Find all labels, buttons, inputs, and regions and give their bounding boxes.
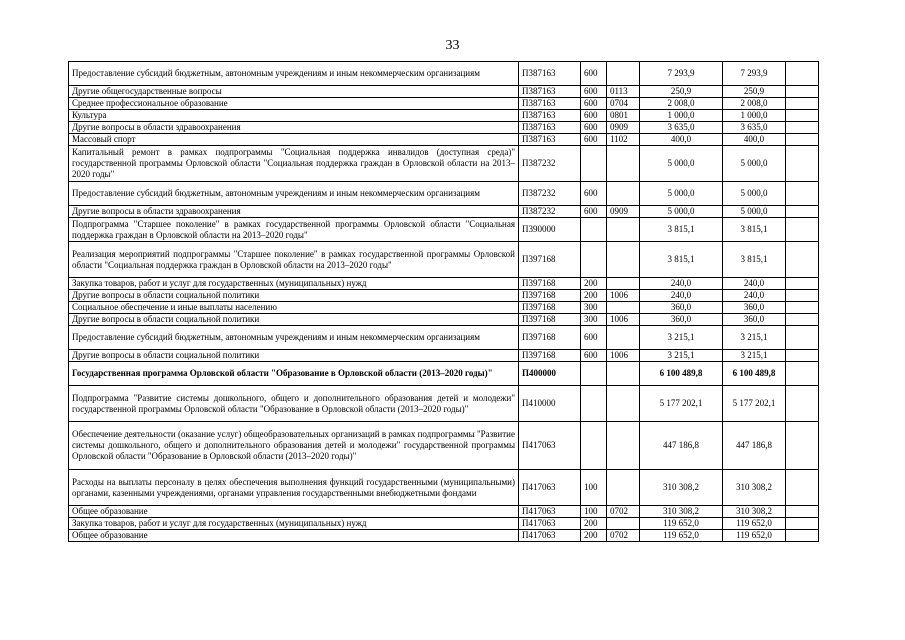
row-empty-cell	[786, 470, 819, 506]
row-type: 100	[581, 506, 607, 518]
row-empty-cell	[786, 146, 819, 182]
row-value-1: 3 215,1	[640, 326, 723, 350]
row-value-1: 7 293,9	[640, 62, 723, 86]
table-row	[69, 314, 819, 326]
budget-table	[68, 61, 819, 542]
table-row	[69, 206, 819, 218]
row-code: П387163	[519, 110, 581, 122]
row-code: П417063	[519, 470, 581, 506]
row-code: П387163	[519, 122, 581, 134]
row-value-2: 119 652,0	[723, 530, 786, 542]
row-value-2: 310 308,2	[723, 506, 786, 518]
row-value-1: 310 308,2	[640, 506, 723, 518]
table-row	[69, 110, 819, 122]
row-value-2: 240,0	[723, 278, 786, 290]
row-value-1: 6 100 489,8	[640, 362, 723, 386]
row-code: П417063	[519, 518, 581, 530]
row-empty-cell	[786, 134, 819, 146]
row-name: Реализация мероприятий подпрограммы "Старшее поколение" в рамках государственной программы Орловской области "Социальная поддержка граждан в Орловской области на 2013–2020 годы"	[69, 242, 519, 278]
row-value-1: 5 000,0	[640, 146, 723, 182]
row-section	[607, 422, 640, 470]
row-empty-cell	[786, 278, 819, 290]
row-section	[607, 62, 640, 86]
row-code: П397168	[519, 302, 581, 314]
row-code: П397168	[519, 326, 581, 350]
row-name: Общее образование	[69, 506, 519, 518]
row-type	[581, 218, 607, 242]
row-type	[581, 242, 607, 278]
row-value-2: 310 308,2	[723, 470, 786, 506]
row-value-1: 240,0	[640, 278, 723, 290]
table-row	[69, 386, 819, 422]
row-code: П400000	[519, 362, 581, 386]
row-value-1: 3 635,0	[640, 122, 723, 134]
row-value-1: 3 815,1	[640, 242, 723, 278]
table-body	[69, 62, 819, 542]
row-type: 600	[581, 134, 607, 146]
row-code: П387163	[519, 98, 581, 110]
row-value-2: 360,0	[723, 314, 786, 326]
row-value-2: 5 000,0	[723, 146, 786, 182]
row-name: Социальное обеспечение и иные выплаты населению	[69, 302, 519, 314]
row-section: 1102	[607, 134, 640, 146]
row-type: 600	[581, 350, 607, 362]
page-number: 33	[445, 38, 460, 53]
row-type: 600	[581, 182, 607, 206]
row-value-1: 3 215,1	[640, 350, 723, 362]
row-name: Закупка товаров, работ и услуг для государственных (муниципальных) нужд	[69, 278, 519, 290]
table-row	[69, 134, 819, 146]
row-empty-cell	[786, 218, 819, 242]
row-name: Закупка товаров, работ и услуг для государственных (муниципальных) нужд	[69, 518, 519, 530]
table-row	[69, 350, 819, 362]
row-value-1: 400,0	[640, 134, 723, 146]
row-value-2: 400,0	[723, 134, 786, 146]
row-empty-cell	[786, 314, 819, 326]
row-type: 600	[581, 122, 607, 134]
row-empty-cell	[786, 242, 819, 278]
row-value-2: 119 652,0	[723, 518, 786, 530]
row-value-2: 3 215,1	[723, 350, 786, 362]
row-value-1: 1 000,0	[640, 110, 723, 122]
row-section: 1006	[607, 350, 640, 362]
row-empty-cell	[786, 506, 819, 518]
row-value-1: 240,0	[640, 290, 723, 302]
row-name: Расходы на выплаты персоналу в целях обеспечения выполнения функций государственными (муниципальными) органами, казенными учреждениями, органами управления государственными внебюджетными фондами	[69, 470, 519, 506]
row-name: Предоставление субсидий бюджетным, автономным учреждениям и иным некоммерческим организациям	[69, 326, 519, 350]
row-section	[607, 278, 640, 290]
table-row	[69, 182, 819, 206]
row-empty-cell	[786, 110, 819, 122]
table-row	[69, 326, 819, 350]
row-value-1: 310 308,2	[640, 470, 723, 506]
row-name: Другие вопросы в области социальной политики	[69, 290, 519, 302]
row-value-2: 5 177 202,1	[723, 386, 786, 422]
row-empty-cell	[786, 98, 819, 110]
row-name: Массовый спорт	[69, 134, 519, 146]
row-section	[607, 386, 640, 422]
row-section: 0702	[607, 506, 640, 518]
row-value-2: 3 815,1	[723, 218, 786, 242]
table-row	[69, 422, 819, 470]
row-name: Другие вопросы в области социальной политики	[69, 350, 519, 362]
row-code: П387163	[519, 62, 581, 86]
row-section	[607, 518, 640, 530]
row-code: П417063	[519, 506, 581, 518]
row-value-1: 119 652,0	[640, 530, 723, 542]
row-code: П387232	[519, 182, 581, 206]
row-value-2: 3 635,0	[723, 122, 786, 134]
table-row	[69, 518, 819, 530]
row-name: Другие общегосударственные вопросы	[69, 86, 519, 98]
row-name: Государственная программа Орловской области "Образование в Орловской области (2013–2020 годы)"	[69, 362, 519, 386]
row-empty-cell	[786, 362, 819, 386]
row-name: Другие вопросы в области социальной политики	[69, 314, 519, 326]
table-row	[69, 362, 819, 386]
row-value-2: 360,0	[723, 302, 786, 314]
row-type: 600	[581, 62, 607, 86]
row-section: 0702	[607, 530, 640, 542]
row-section	[607, 362, 640, 386]
row-value-1: 360,0	[640, 314, 723, 326]
row-name: Подпрограмма "Развитие системы дошкольного, общего и дополнительного образования детей и молодежи" государственной программы Орловской области "Образование в Орловской области (2013–2020 годы)"	[69, 386, 519, 422]
row-code: П417063	[519, 422, 581, 470]
row-section	[607, 470, 640, 506]
row-empty-cell	[786, 530, 819, 542]
row-type: 600	[581, 86, 607, 98]
row-name: Капитальный ремонт в рамках подпрограммы "Социальная поддержка инвалидов (доступная среда)" государственной программы Орловской области "Социальная поддержка граждан в Орловской области на 2013–2020 годы"	[69, 146, 519, 182]
row-value-1: 447 186,8	[640, 422, 723, 470]
row-type	[581, 422, 607, 470]
row-value-1: 250,9	[640, 86, 723, 98]
row-section: 0801	[607, 110, 640, 122]
row-code: П387232	[519, 146, 581, 182]
row-type: 600	[581, 110, 607, 122]
row-type: 600	[581, 206, 607, 218]
row-empty-cell	[786, 182, 819, 206]
row-code: П387232	[519, 206, 581, 218]
row-type: 300	[581, 302, 607, 314]
row-type: 600	[581, 98, 607, 110]
row-code: П387163	[519, 134, 581, 146]
row-type: 200	[581, 278, 607, 290]
row-empty-cell	[786, 518, 819, 530]
row-name: Подпрограмма "Старшее поколение" в рамках государственной программы Орловской области "Социальная поддержка граждан в Орловской области на 2013–2020 годы"	[69, 218, 519, 242]
row-value-1: 119 652,0	[640, 518, 723, 530]
row-empty-cell	[786, 122, 819, 134]
table-row	[69, 146, 819, 182]
row-value-2: 2 008,0	[723, 98, 786, 110]
row-type: 200	[581, 530, 607, 542]
row-code: П390000	[519, 218, 581, 242]
row-type	[581, 146, 607, 182]
row-type: 200	[581, 290, 607, 302]
row-value-2: 3 815,1	[723, 242, 786, 278]
row-value-1: 5 177 202,1	[640, 386, 723, 422]
table-row	[69, 530, 819, 542]
row-empty-cell	[786, 206, 819, 218]
row-code: П417063	[519, 530, 581, 542]
row-value-2: 240,0	[723, 290, 786, 302]
table-row	[69, 302, 819, 314]
table-row	[69, 98, 819, 110]
row-value-1: 2 008,0	[640, 98, 723, 110]
table-row	[69, 122, 819, 134]
table-row	[69, 242, 819, 278]
row-empty-cell	[786, 290, 819, 302]
row-code: П397168	[519, 314, 581, 326]
row-type: 600	[581, 326, 607, 350]
row-value-2: 1 000,0	[723, 110, 786, 122]
row-section: 0909	[607, 122, 640, 134]
row-name: Общее образование	[69, 530, 519, 542]
row-section	[607, 302, 640, 314]
row-type: 100	[581, 470, 607, 506]
table-row	[69, 470, 819, 506]
row-name: Культура	[69, 110, 519, 122]
row-type	[581, 362, 607, 386]
row-empty-cell	[786, 386, 819, 422]
row-empty-cell	[786, 350, 819, 362]
row-value-2: 5 000,0	[723, 206, 786, 218]
row-section: 0704	[607, 98, 640, 110]
row-value-1: 5 000,0	[640, 206, 723, 218]
row-empty-cell	[786, 86, 819, 98]
row-section	[607, 146, 640, 182]
row-value-2: 250,9	[723, 86, 786, 98]
row-section: 0909	[607, 206, 640, 218]
row-empty-cell	[786, 326, 819, 350]
table-row	[69, 62, 819, 86]
row-section	[607, 326, 640, 350]
row-name: Обеспечение деятельности (оказание услуг) общеобразовательных организаций в рамках подпрограммы "Развитие системы дошкольного, общего и дополнительного образования детей и молодежи" государственной программы Орловской области "Образование в Орловской области (2013–2020 годы)"	[69, 422, 519, 470]
table-row	[69, 86, 819, 98]
row-empty-cell	[786, 62, 819, 86]
row-section	[607, 242, 640, 278]
row-type: 200	[581, 518, 607, 530]
row-type	[581, 386, 607, 422]
row-value-2: 6 100 489,8	[723, 362, 786, 386]
row-value-2: 5 000,0	[723, 182, 786, 206]
table-row	[69, 506, 819, 518]
row-code: П387163	[519, 86, 581, 98]
row-value-1: 360,0	[640, 302, 723, 314]
row-name: Предоставление субсидий бюджетным, автономным учреждениям и иным некоммерческим организациям	[69, 62, 519, 86]
row-section	[607, 218, 640, 242]
row-name: Среднее профессиональное образование	[69, 98, 519, 110]
row-empty-cell	[786, 302, 819, 314]
table-row	[69, 218, 819, 242]
row-code: П397168	[519, 290, 581, 302]
row-section: 0113	[607, 86, 640, 98]
row-code: П397168	[519, 350, 581, 362]
row-section: 1006	[607, 290, 640, 302]
row-value-2: 3 215,1	[723, 326, 786, 350]
row-empty-cell	[786, 422, 819, 470]
row-section	[607, 182, 640, 206]
row-value-1: 3 815,1	[640, 218, 723, 242]
row-value-2: 7 293,9	[723, 62, 786, 86]
row-code: П397168	[519, 278, 581, 290]
row-code: П410000	[519, 386, 581, 422]
table-row	[69, 278, 819, 290]
table-row	[69, 290, 819, 302]
row-name: Предоставление субсидий бюджетным, автономным учреждениям и иным некоммерческим организациям	[69, 182, 519, 206]
row-value-2: 447 186,8	[723, 422, 786, 470]
row-code: П397168	[519, 242, 581, 278]
row-type: 300	[581, 314, 607, 326]
row-section: 1006	[607, 314, 640, 326]
row-name: Другие вопросы в области здравоохранения	[69, 122, 519, 134]
row-value-1: 5 000,0	[640, 182, 723, 206]
row-name: Другие вопросы в области здравоохранения	[69, 206, 519, 218]
